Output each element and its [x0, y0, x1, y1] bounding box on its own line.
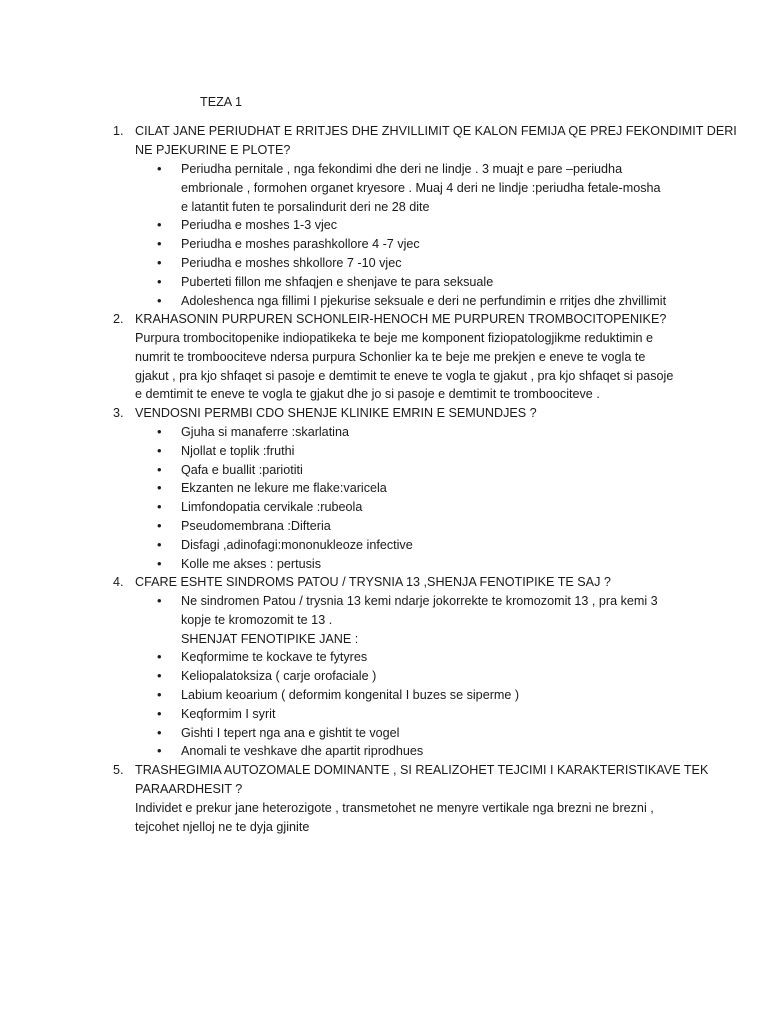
list-item: • Ekzanten ne lekure me flake:varicela [0, 479, 768, 498]
list-item: • Keqformim I syrit [0, 705, 768, 724]
question-5-answer: Individet e prekur jane heterozigote , transmetohet ne menyre vertikale nga brezni ne brezni , tejcohet njelloj ne te dyja gjinite [135, 801, 654, 834]
list-item: • Gjuha si manaferre :skarlatina [0, 423, 768, 442]
bullet-icon: • [157, 724, 162, 740]
bullet-icon: • [157, 743, 162, 759]
question-number: 1. [113, 124, 124, 138]
document-title: TEZA 1 [200, 95, 242, 109]
list-item: • Periudha e moshes 1-3 vjec [0, 216, 768, 235]
list-item: • Keliopalatoksiza ( carje orofaciale ) [0, 667, 768, 686]
bullet-icon: • [157, 705, 162, 721]
list-item: • Njollat e toplik :fruthi [0, 442, 768, 461]
bullet-icon: • [157, 273, 162, 289]
question-text: TRASHEGIMIA AUTOZOMALE DOMINANTE , SI REALIZOHET TEJCIMI I KARAKTERISTIKAVE TEK PARAARDHESIT ? [135, 763, 709, 796]
bullet-icon: • [157, 442, 162, 458]
bullet-icon: • [157, 424, 162, 439]
bullet-icon: • [157, 593, 162, 608]
list-item: • Periudha pernitale , nga fekondimi dhe deri ne lindje . 3 muajt e pare –periudha embrionale , formohen organet kryesore . Muaj 4 deri ne lindje :periudha fetale-mosha e latantit futen te porsalindurit deri ne 28 dite [157, 161, 661, 214]
list-item: • Anomali te veshkave dhe apartit riprodhues [0, 742, 768, 761]
question-number: 5. [113, 763, 124, 777]
question-number: 3. [113, 406, 124, 420]
question-text: CILAT JANE PERIUDHAT E RRITJES DHE ZHVILLIMIT QE KALON FEMIJA QE PREJ FEKONDIMIT DERI NE PJEKURINE E PLOTE? [135, 124, 737, 157]
question-4-answers [0, 592, 768, 761]
bullet-icon: • [157, 649, 162, 665]
question-2-answer: Purpura trombocitopenike indiopatikeka te beje me komponent fiziopatologjikme reduktimin e numrit te tromboociteve ndersa purpura Schonlier ka te beje me prekjen e eneve te vogla te gjakut , pra kjo shfaqet si pasoje e demtimit te eneve te vogla te gjakut , pra kjo shfaqet si pasoje e demtimit te eneve te vogla te gjakut dhe jo si pasoje e demtimit te tromboociteve . [135, 331, 674, 402]
question-text: VENDOSNI PERMBI CDO SHENJE KLINIKE EMRIN E SEMUNDJES ? [135, 406, 537, 420]
list-item: • Gishti I tepert nga ana e gishtit te vogel [0, 724, 768, 743]
list-item: • Ne sindromen Patou / trysnia 13 kemi ndarje jokorrekte te kromozomit 13 , pra kemi 3 kopje te kromozomit te 13 . SHENJAT FENOTIPIKE JANE : [157, 593, 658, 646]
bullet-icon: • [157, 217, 162, 233]
list-item: • Qafa e buallit :pariotiti [0, 461, 768, 480]
bullet-icon: • [157, 461, 162, 477]
list-item: • Labium keoarium ( deformim kongenital I buzes se siperme ) [0, 686, 768, 705]
question-1-answers [0, 160, 768, 310]
list-item: • Adoleshenca nga fillimi I pjekurise seksuale e deri ne perfundimin e rritjes dhe zhvillimit [0, 292, 768, 311]
bullet-icon: • [157, 686, 162, 702]
bullet-icon: • [157, 254, 162, 270]
question-3-answers [0, 423, 768, 573]
bullet-icon: • [157, 292, 162, 308]
bullet-icon: • [157, 161, 162, 176]
bullet-icon: • [157, 480, 162, 496]
bullet-icon: • [157, 668, 162, 684]
question-text: CFARE ESHTE SINDROMS PATOU / TRYSNIA 13 ,SHENJA FENOTIPIKE TE SAJ ? [135, 575, 611, 589]
bullet-icon: • [157, 517, 162, 533]
list-item: • Limfondopatia cervikale :rubeola [0, 498, 768, 517]
bullet-icon: • [157, 236, 162, 252]
question-number: 2. [113, 312, 124, 326]
list-item: • Puberteti fillon me shfaqjen e shenjave te para seksuale [0, 273, 768, 292]
question-number: 4. [113, 575, 124, 589]
bullet-icon: • [157, 536, 162, 552]
list-item: • Keqformime te kockave te fytyres [0, 648, 768, 667]
bullet-icon: • [157, 499, 162, 515]
list-item: • Kolle me akses : pertusis [0, 555, 768, 574]
list-item: • Pseudomembrana :Difteria [0, 517, 768, 536]
list-item: • Periudha e moshes shkollore 7 -10 vjec [0, 254, 768, 273]
question-text: KRAHASONIN PURPUREN SCHONLEIR-HENOCH ME PURPUREN TROMBOCITOPENIKE? [135, 312, 667, 326]
bullet-icon: • [157, 555, 162, 571]
list-item: • Disfagi ,adinofagi:mononukleoze infective [0, 536, 768, 555]
list-item: • Periudha e moshes parashkollore 4 -7 vjec [0, 235, 768, 254]
